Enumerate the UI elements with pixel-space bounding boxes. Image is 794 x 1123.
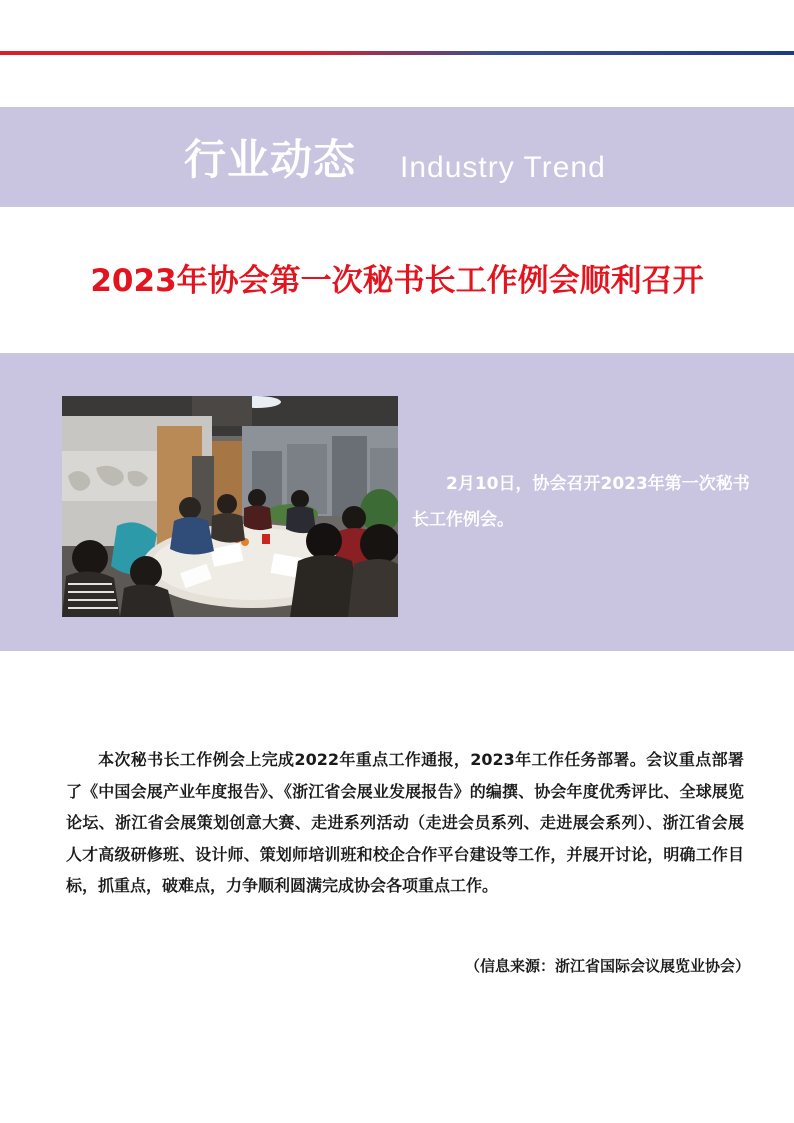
section-banner: [0, 107, 794, 207]
header-rule: [0, 51, 794, 55]
section-title-en: Industry Trend: [400, 151, 606, 184]
article-body: 本次秘书长工作例会上完成2022年重点工作通报，2023年工作任务部署。会议重点部署了《中国会展产业年度报告》、《浙江省会展业发展报告》的编撰、协会年度优秀评比、全球展览论坛、浙江省会展策划创意大赛、走进系列活动（走进会员系列、走进展会系列）、浙江省会展人才高级研修班、设计师、策划师培训班和校企合作平台建设等工作，并展开讨论，明确工作目标，抓重点，破难点，力争顺利圆满完成协会各项重点工作。: [66, 750, 744, 895]
article-headline: 2023年协会第一次秘书长工作例会顺利召开: [90, 263, 704, 299]
article-source: （信息来源：浙江省国际会议展览业协会）: [464, 957, 750, 975]
meeting-photo: [62, 396, 398, 617]
photo-caption: 2月10日，协会召开2023年第一次秘书长工作例会。: [412, 474, 750, 530]
section-title-cn: 行业动态: [184, 135, 357, 184]
